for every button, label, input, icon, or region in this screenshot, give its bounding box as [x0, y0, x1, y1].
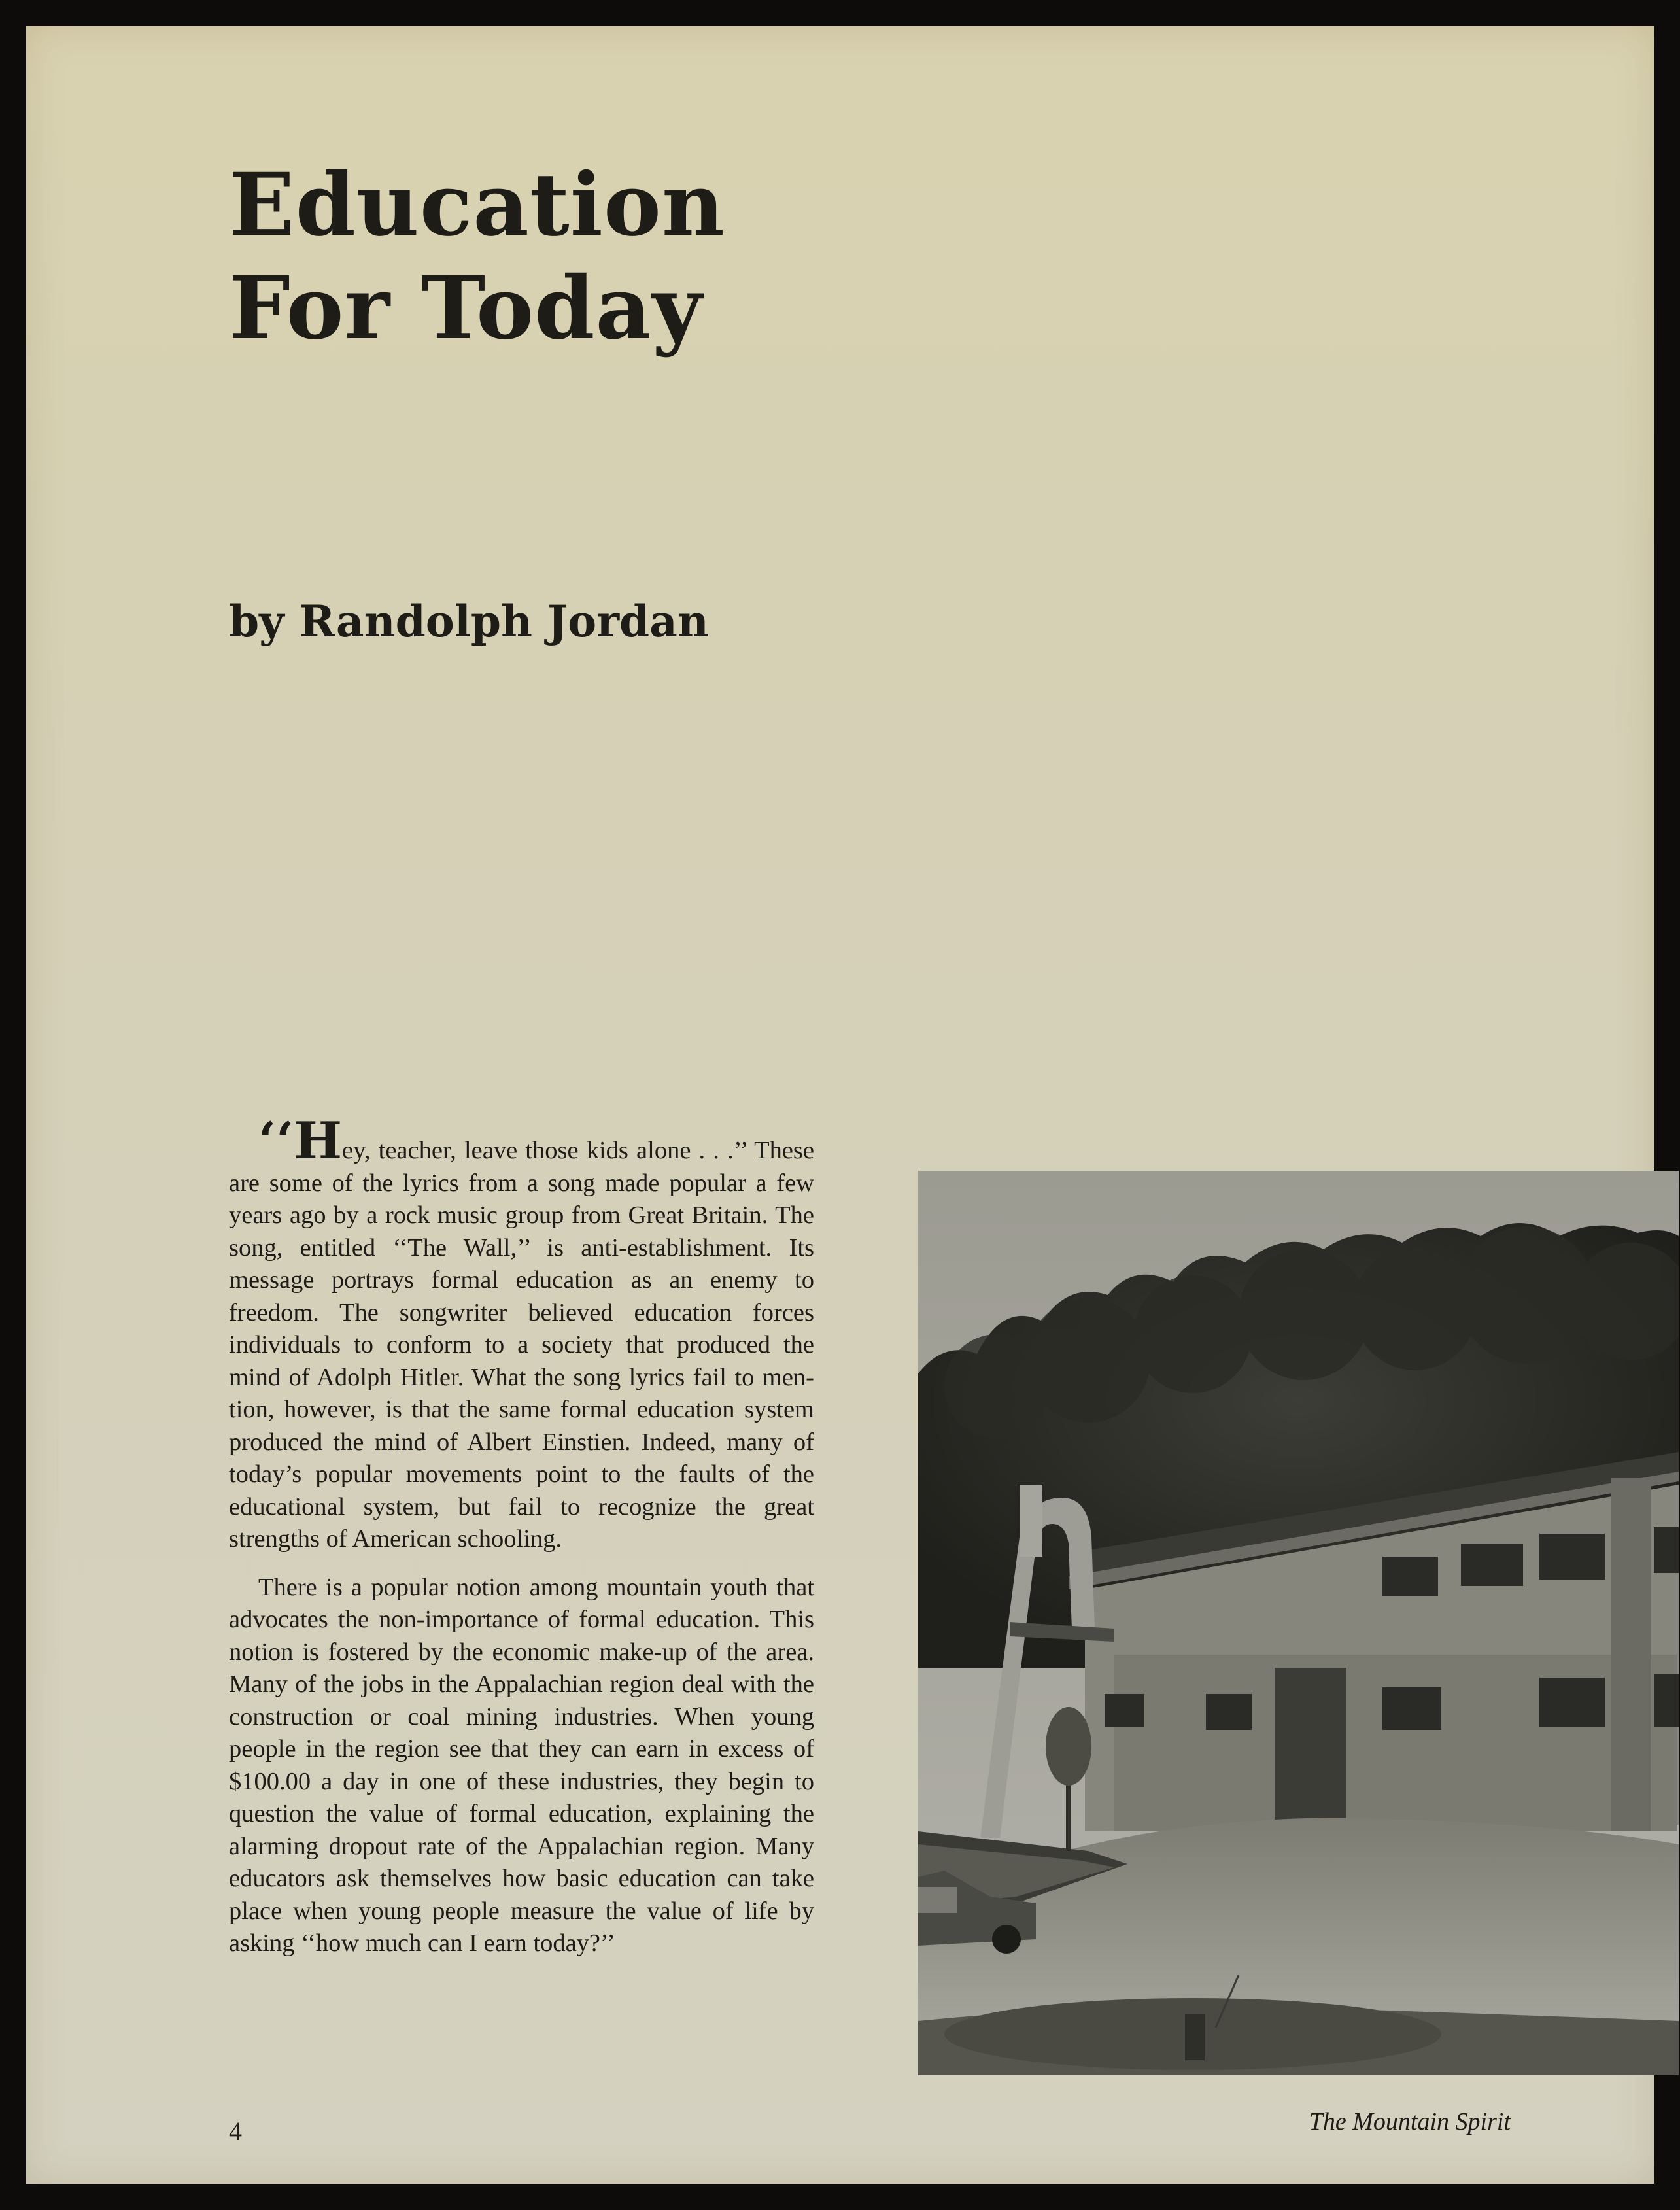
title-line-2: For Today: [229, 258, 703, 359]
article-body: [229, 1111, 814, 1960]
article-byline: by Randolph Jordan: [229, 596, 709, 647]
school-building-photo: [918, 1171, 1679, 2075]
photo-illustration: [918, 1171, 1679, 2075]
paragraph-1-text: ey, teacher, leave those kids alone . . .’’ These are some of the lyrics from a song made popular a few years ago by a rock music group from Great Britain. The song, entitled ‘‘The Wall,’’ is anti-establishment. Its message portrays formal education as an enemy to freedom. The songwriter believed education forces individuals to conform to a society that produced the mind of Adolph Hitler. What the song lyrics fail to mention, however, is that the same formal education system produced the mind of Albert Einstien. Indeed, many of today’s popular movements point to the faults of the educational system, but fail to recognize the great strengths of American schooling.: [229, 1137, 814, 1553]
title-line-1: Education: [229, 154, 725, 256]
page-number: 4: [229, 2116, 242, 2146]
publication-name: The Mountain Spirit: [1309, 2108, 1511, 2135]
magazine-page: [26, 26, 1654, 2184]
article-paragraph-1: [229, 1111, 814, 1556]
drop-cap: [258, 1111, 342, 1171]
article-paragraph-2: There is a popular notion among mountain youth that advocates the non-importance of formal education. This notion is fostered by the economic make-up of the area. Many of the jobs in the Appalachian region deal with the construction or coal mining industries. When young people in the region see that they can earn in excess of $100.00 a day in one of these industries, they begin to question the value of formal education, explaining the alarming dropout rate of the Appalachian region. Many educators ask themselves how basic education can take place when young people measure the value of life by asking ‘‘how much can I earn today?’’: [229, 1573, 814, 1957]
drop-cap-letter: H: [294, 1111, 343, 1171]
opening-quote: ‘‘: [258, 1111, 294, 1171]
article-title: [229, 154, 725, 360]
